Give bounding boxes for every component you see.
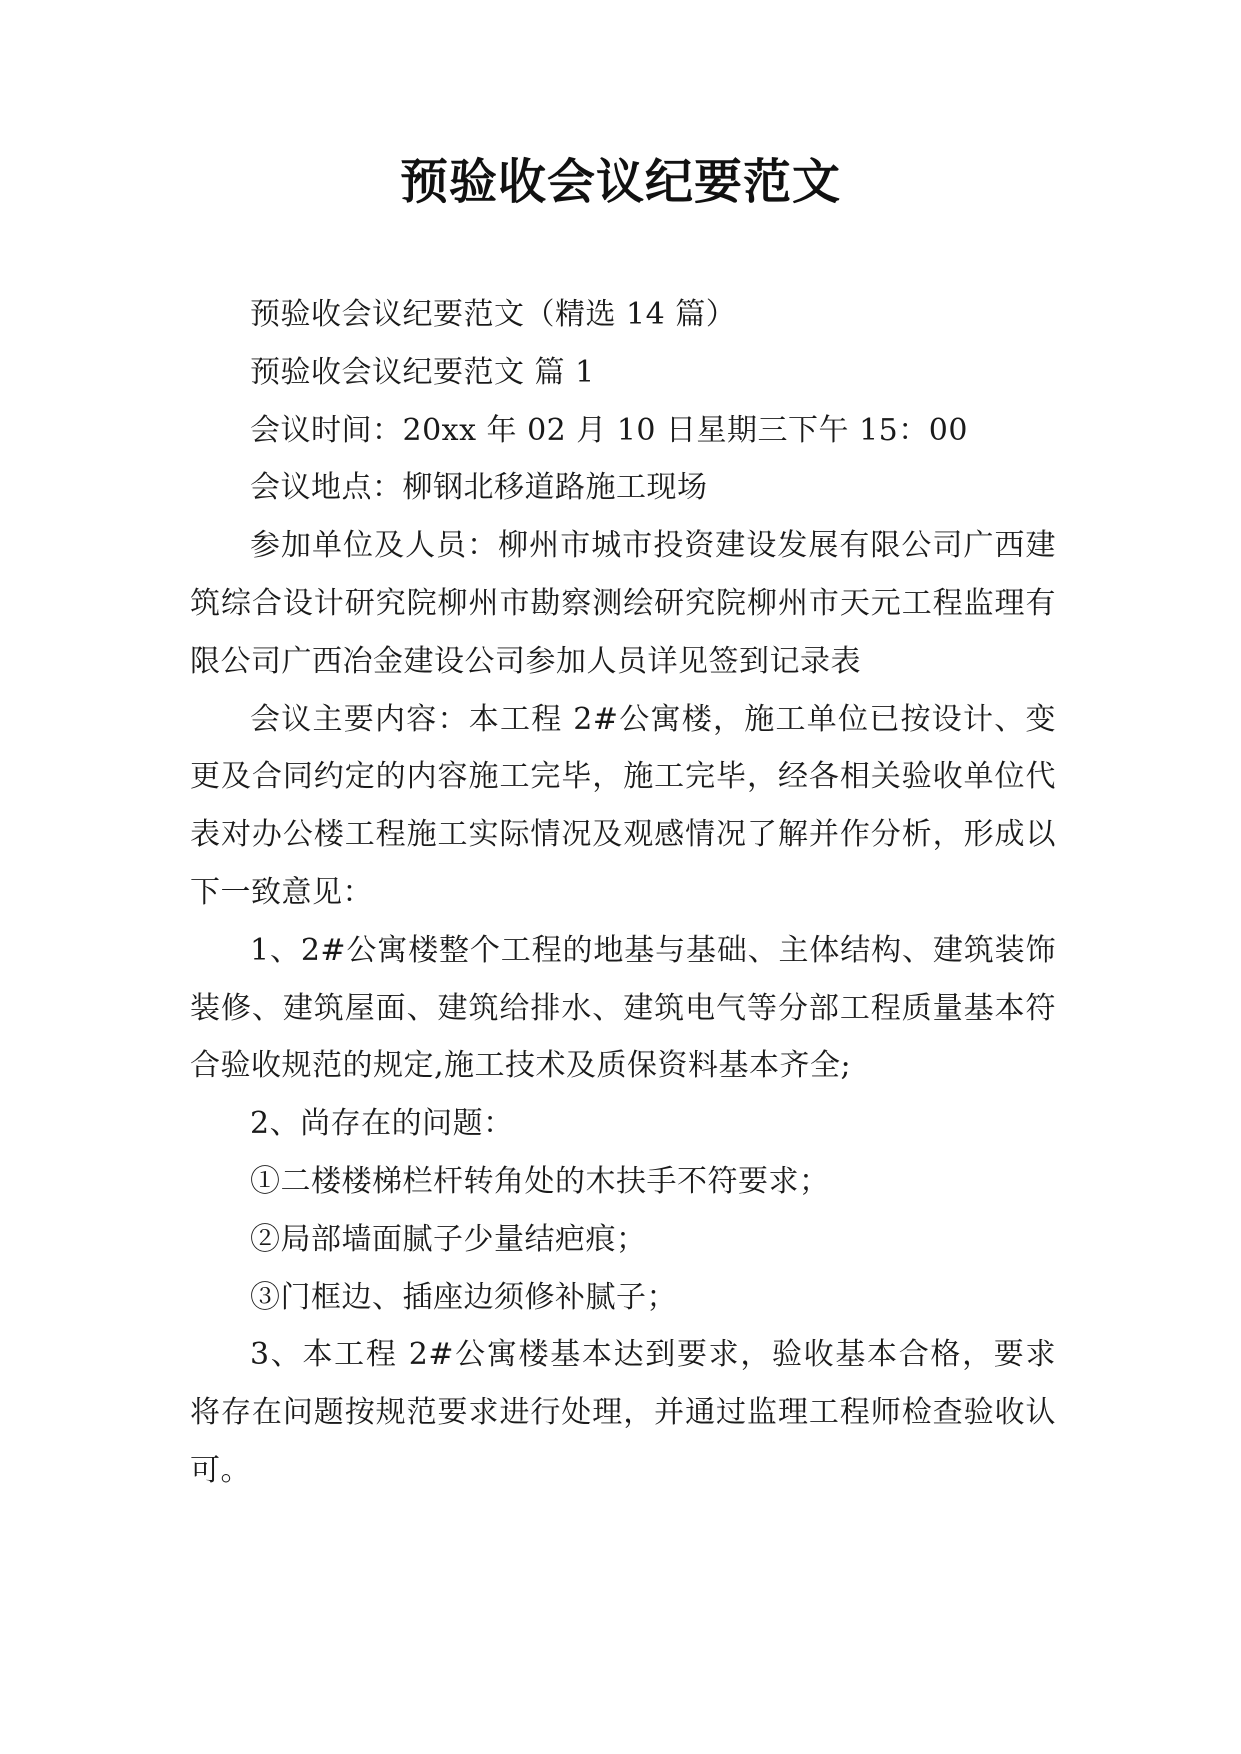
meeting-location: 会议地点：柳钢北移道路施工现场 (250, 470, 708, 506)
meeting-time: 会议时间：20xx 年 02 月 10 日星期三下午 15：00 (250, 412, 968, 448)
opinion-item-3: 3、本工程 2#公寓楼基本达到要求，验收基本合格，要求将存在问题按规范要求进行处理，并通过监理工程师检查验收认可。 (190, 1337, 1056, 1488)
issue-item-2: ②局部墙面腻子少量结疤痕； (250, 1221, 647, 1257)
issue-item-3: ③门框边、插座边须修补腻子； (250, 1279, 677, 1315)
document-body (190, 286, 1056, 1500)
opinion-item-1: 1、2#公寓楼整个工程的地基与基础、主体结构、建筑装饰装修、建筑屋面、建筑给排水、建筑电气等分部工程质量基本符合验收规范的规定,施工技术及质保资料基本齐全; (190, 932, 1056, 1084)
main-content-paragraph: 会议主要内容：本工程 2#公寓楼，施工单位已按设计、变更及合同约定的内容施工完毕，施工完毕，经各相关验收单位代表对办公楼工程施工实际情况及观感情况了解并作分析，形成以下一致意见： (190, 701, 1056, 910)
opinion-item-2: 2、尚存在的问题： (250, 1106, 514, 1142)
issue-item-1: ①二楼楼梯栏杆转角处的木扶手不符要求； (250, 1163, 830, 1199)
subtitle-paragraph: 预验收会议纪要范文（精选 14 篇） (250, 297, 737, 332)
section-heading: 预验收会议纪要范文 篇 1 (250, 354, 595, 390)
document-title: 预验收会议纪要范文 (399, 154, 841, 210)
participants-paragraph: 参加单位及人员：柳州市城市投资建设发展有限公司广西建筑综合设计研究院柳州市勘察测绘研究院柳州市天元工程监理有限公司广西冶金建设公司参加人员详见签到记录表 (190, 528, 1056, 679)
